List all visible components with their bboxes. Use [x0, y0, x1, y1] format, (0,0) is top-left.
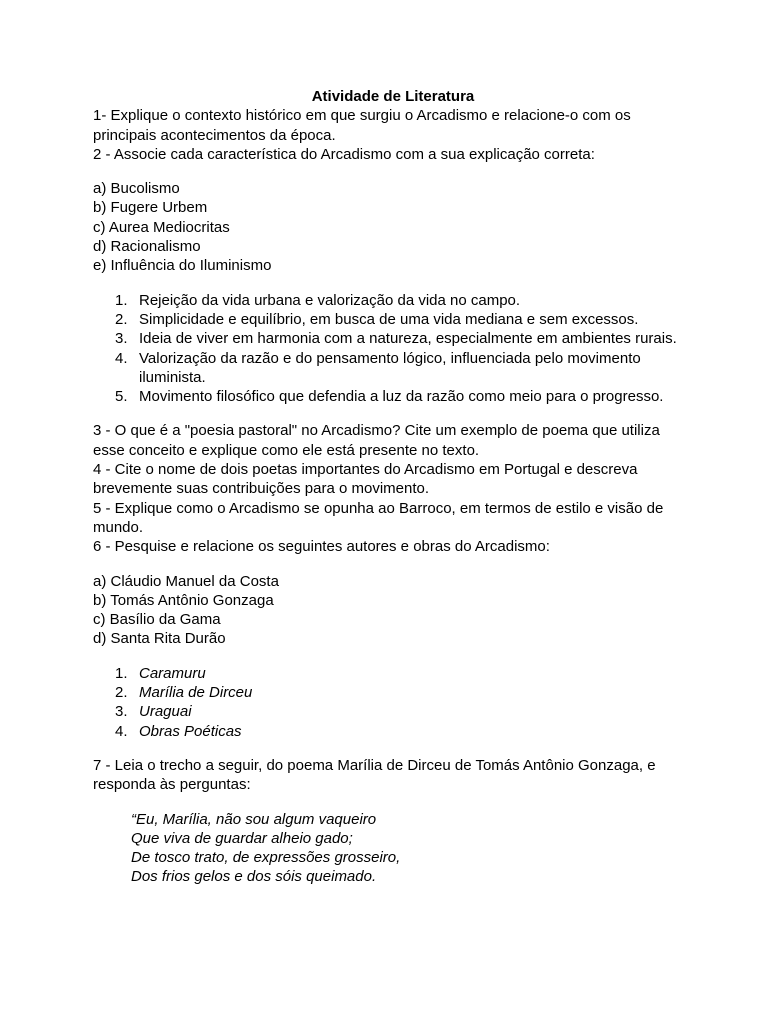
- list-item: b) Tomás Antônio Gonzaga: [93, 591, 274, 609]
- question-2: 2 - Associe cada característica do Arcadismo com a sua explicação correta:: [93, 145, 595, 163]
- poem-line: Dos frios gelos e dos sóis queimado.: [131, 868, 377, 886]
- page-title: Atividade de Literatura: [311, 88, 475, 105]
- list-text: Caramuru: [139, 664, 206, 682]
- list-item: e) Influência do Iluminismo: [93, 257, 272, 275]
- poem-excerpt: [93, 810, 693, 887]
- list-item: c) Basílio da Gama: [93, 611, 221, 629]
- list-number: 4.: [115, 349, 128, 367]
- list-item: [93, 329, 693, 348]
- q2-numbered-list: [93, 291, 693, 407]
- list-item: d) Racionalismo: [93, 238, 201, 256]
- list-item: [93, 291, 693, 310]
- list-text: Marília de Dirceu: [139, 684, 253, 702]
- list-number: 4.: [115, 722, 128, 740]
- list-item: d) Santa Rita Durão: [93, 630, 226, 648]
- poem-line: “Eu, Marília, não sou algum vaqueiro: [131, 810, 377, 828]
- list-item: a) Cláudio Manuel da Costa: [93, 572, 279, 590]
- list-text: Valorização da razão e do pensamento lógico, influenciada pelo movimento iluminista.: [139, 349, 641, 386]
- list-number: 5.: [115, 388, 128, 406]
- list-number: 2.: [115, 310, 128, 328]
- list-number: 1.: [115, 291, 128, 309]
- q2-options-list: [93, 179, 693, 275]
- list-item: [93, 349, 693, 388]
- list-text: Movimento filosófico que defendia a luz da razão como meio para o progresso.: [139, 388, 664, 406]
- list-item: [93, 664, 693, 683]
- list-text: Simplicidade e equilíbrio, em busca de uma vida mediana e sem excessos.: [139, 310, 639, 328]
- list-item: [93, 310, 693, 329]
- question-1: 1- Explique o contexto histórico em que surgiu o Arcadismo e relacione-o com os principais acontecimentos da época.: [93, 107, 631, 144]
- q6-numbered-list: [93, 664, 693, 741]
- list-item: [93, 387, 693, 406]
- list-number: 3.: [115, 703, 128, 721]
- question-7: 7 - Leia o trecho a seguir, do poema Marília de Dirceu de Tomás Antônio Gonzaga, e responda às perguntas:: [93, 756, 656, 794]
- list-item: [93, 683, 693, 702]
- list-text: Ideia de viver em harmonia com a natureza, especialmente em ambientes rurais.: [139, 330, 677, 348]
- question-6: 6 - Pesquise e relacione os seguintes autores e obras do Arcadismo:: [93, 538, 550, 556]
- poem-line: Que viva de guardar alheio gado;: [131, 829, 353, 847]
- poem-line: De tosco trato, de expressões grosseiro,: [131, 849, 401, 867]
- list-number: 3.: [115, 330, 128, 348]
- document-content: [93, 87, 693, 887]
- list-item: a) Bucolismo: [93, 180, 180, 198]
- list-text: Uraguai: [139, 703, 192, 721]
- question-4: 4 - Cite o nome de dois poetas importantes do Arcadismo em Portugal e descreva brevemente suas contribuições para o movimento.: [93, 461, 638, 498]
- list-item: [93, 722, 693, 741]
- question-5: 5 - Explique como o Arcadismo se opunha ao Barroco, em termos de estilo e visão de mundo.: [93, 499, 664, 536]
- list-text: Rejeição da vida urbana e valorização da vida no campo.: [139, 291, 521, 309]
- list-number: 2.: [115, 684, 128, 702]
- q6-options-list: [93, 572, 693, 649]
- list-text: Obras Poéticas: [139, 722, 242, 740]
- list-item: b) Fugere Urbem: [93, 199, 208, 217]
- question-3: 3 - O que é a "poesia pastoral" no Arcadismo? Cite um exemplo de poema que utiliza esse conceito e explique como ele está presente no texto.: [93, 422, 660, 459]
- list-number: 1.: [115, 664, 128, 682]
- list-item: [93, 702, 693, 721]
- list-item: c) Aurea Mediocritas: [93, 218, 230, 236]
